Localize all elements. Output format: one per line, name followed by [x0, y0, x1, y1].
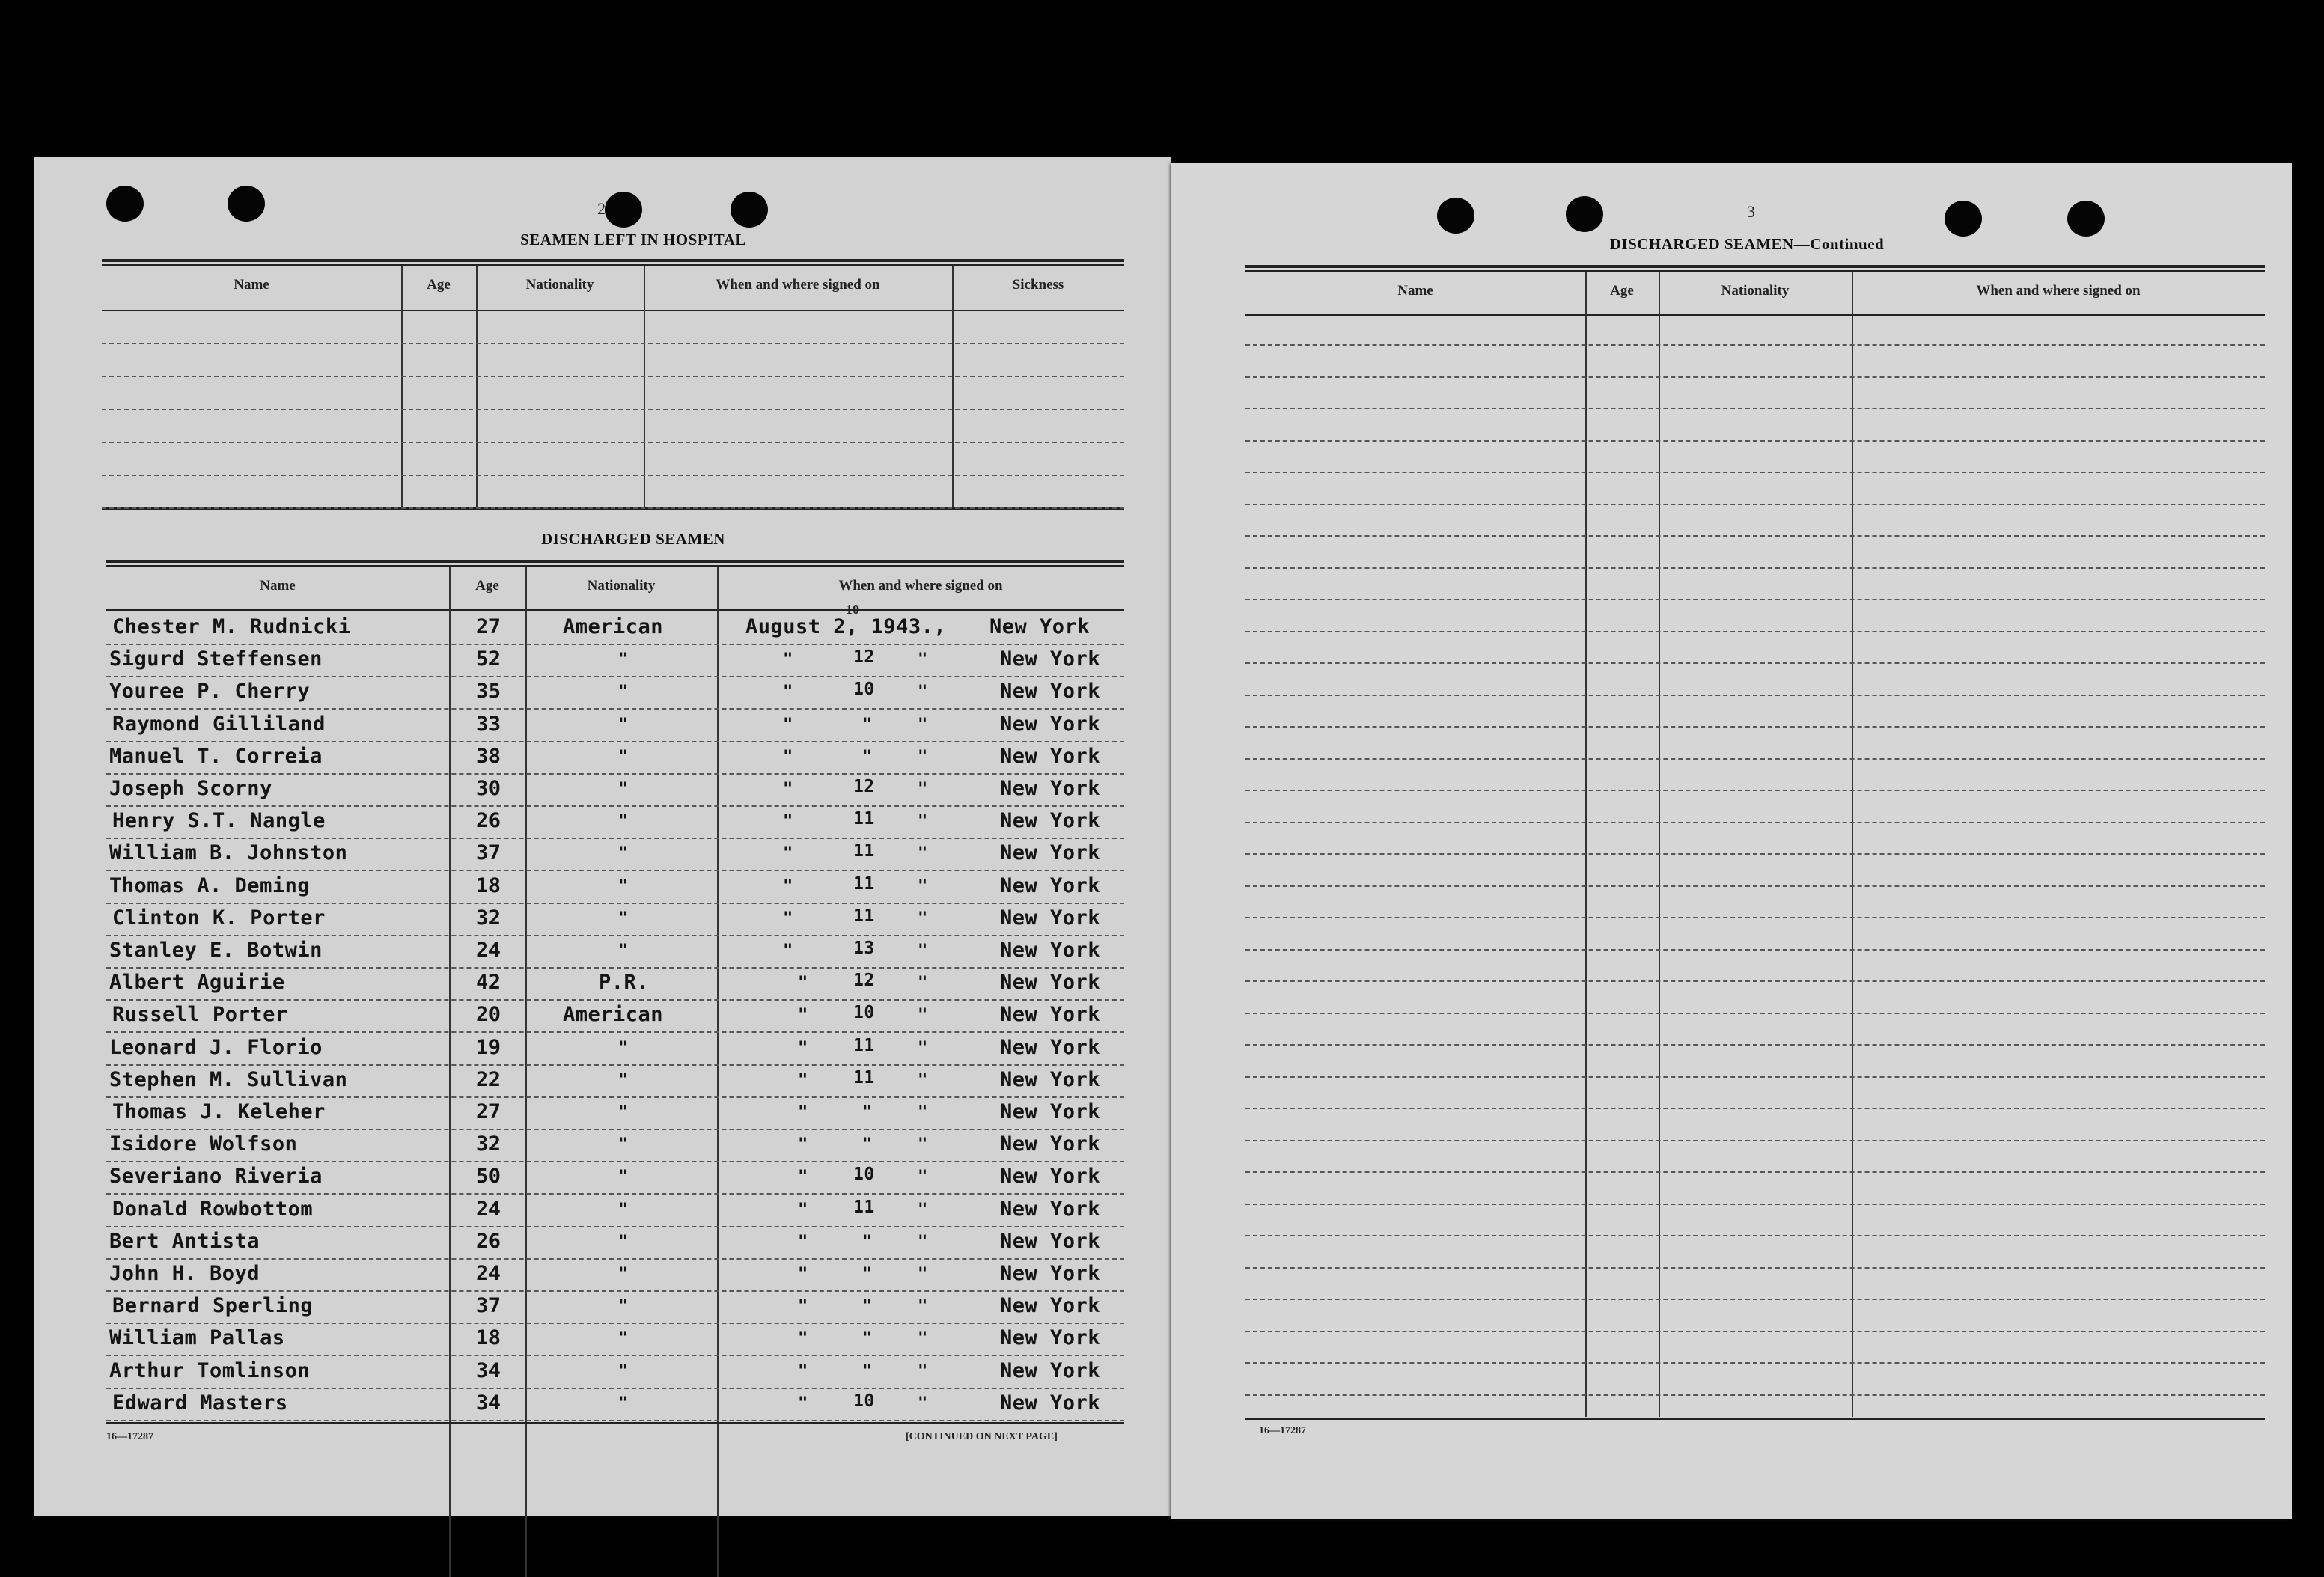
seaman-name: Youree P. Cherry: [109, 680, 311, 704]
signed-on-day: 11: [853, 841, 875, 861]
ruled-line: [106, 1258, 1124, 1260]
right-section-title: DISCHARGED SEAMEN—Continued: [1609, 235, 1885, 253]
seaman-age: 37: [476, 1294, 501, 1318]
ruled-line: [102, 442, 1124, 444]
ruled-line: [1245, 631, 2265, 633]
ditto-mark: ": [783, 683, 793, 702]
signed-on-place: New York: [1000, 777, 1101, 800]
ruled-line: [1245, 1013, 2265, 1015]
ditto-mark: ": [862, 1265, 873, 1284]
ditto-mark: ": [862, 715, 873, 734]
signed-on-day: 13: [853, 939, 875, 958]
ditto-mark: ": [783, 876, 793, 896]
ruled-line: [1245, 758, 2265, 760]
ruled-line: [106, 999, 1124, 1001]
ruled-line: [1245, 1204, 2265, 1206]
ruled-line: [1245, 853, 2265, 855]
seaman-age: 24: [476, 939, 501, 962]
ditto-mark: ": [798, 1329, 808, 1349]
ditto-mark: ": [798, 1394, 808, 1413]
ruled-line: [1245, 980, 2265, 983]
hospital-header-when-where: When and where signed on: [716, 277, 880, 293]
ruled-line: [1245, 662, 2265, 665]
right-header-nationality: Nationality: [1721, 283, 1790, 299]
signed-on-place: New York: [1000, 647, 1101, 671]
signed-on-place: New York: [1000, 680, 1101, 704]
seaman-age: 26: [476, 1229, 501, 1253]
ditto-mark: ": [918, 1135, 928, 1155]
ruled-line: [106, 870, 1124, 872]
seaman-age: 30: [476, 777, 501, 800]
signed-on-place: New York: [1000, 873, 1101, 897]
ditto-mark: ": [618, 780, 629, 799]
seaman-nationality: P.R.: [599, 971, 650, 995]
ditto-mark: ": [618, 1103, 629, 1122]
punch-hole: [605, 192, 642, 228]
ruled-line: [1245, 1394, 2265, 1397]
ditto-mark: ": [618, 844, 629, 864]
seaman-name: Joseph Scorny: [109, 777, 272, 800]
ruled-line: [1245, 1140, 2265, 1142]
ditto-mark: ": [618, 683, 629, 702]
ditto-mark: ": [862, 1232, 873, 1251]
ruled-line: [106, 741, 1124, 743]
seaman-name: Chester M. Rudnicki: [112, 615, 351, 638]
ditto-mark: ": [618, 715, 629, 734]
ditto-mark: ": [918, 909, 928, 928]
signed-on-day: 10: [853, 680, 875, 700]
ruled-line: [106, 1096, 1124, 1099]
ditto-mark: ": [918, 1297, 928, 1317]
seaman-age: 42: [476, 971, 501, 995]
ditto-mark: ": [798, 1103, 808, 1122]
ditto-mark: ": [862, 1297, 873, 1317]
ruled-line: [1245, 1267, 2265, 1269]
ruled-line: [1245, 1076, 2265, 1079]
seaman-name: Edward Masters: [112, 1391, 288, 1415]
ditto-mark: ": [618, 747, 629, 766]
ruled-line: [1245, 695, 2265, 697]
ruled-line: [106, 1226, 1124, 1228]
signed-on-day: 10: [853, 1165, 875, 1185]
discharged-section-title: DISCHARGED SEAMEN: [541, 530, 725, 548]
ditto-mark: ": [798, 1070, 808, 1090]
seaman-name: Bernard Sperling: [112, 1294, 314, 1318]
ditto-mark: ": [618, 1070, 629, 1090]
ruled-line: [1245, 885, 2265, 888]
ditto-mark: ": [783, 844, 793, 864]
seaman-name: Bert Antista: [109, 1229, 260, 1253]
signed-on-place: New York: [1000, 1100, 1101, 1123]
seaman-name: Isidore Wolfson: [109, 1132, 298, 1156]
signed-on-place: New York: [1000, 809, 1101, 833]
signed-on-place: New York: [1000, 1358, 1101, 1382]
signed-on-place: New York: [1000, 1294, 1101, 1318]
ruled-line: [106, 1193, 1124, 1195]
ruled-line: [106, 1161, 1124, 1163]
date-correction: 10: [846, 602, 859, 617]
ditto-mark: ": [783, 942, 793, 960]
seaman-age: 22: [476, 1067, 501, 1091]
seaman-age: 33: [476, 712, 501, 736]
ruled-line: [106, 838, 1124, 840]
ruled-line: [102, 409, 1124, 411]
signed-on-place: New York: [1000, 744, 1101, 768]
continued-note: [CONTINUED ON NEXT PAGE]: [906, 1431, 1058, 1442]
seaman-nationality: American: [563, 615, 664, 638]
ruled-line: [1245, 535, 2265, 537]
ditto-mark: ": [798, 974, 808, 993]
punch-hole: [1437, 198, 1474, 234]
ditto-mark: ": [783, 780, 793, 799]
ruled-line: [1245, 599, 2265, 601]
signed-on-place: New York: [1000, 1003, 1101, 1027]
seaman-name: Raymond Gilliland: [112, 712, 326, 736]
ruled-line: [1245, 440, 2265, 442]
seaman-name: Donald Rowbottom: [112, 1197, 314, 1221]
ruled-line: [106, 1290, 1124, 1293]
hospital-header-name: Name: [234, 277, 269, 293]
ruled-line: [106, 1388, 1124, 1390]
seaman-age: 37: [476, 841, 501, 865]
ditto-mark: ": [918, 1006, 928, 1025]
ditto-mark: ": [918, 715, 928, 734]
punch-hole: [106, 186, 144, 222]
seaman-name: Russell Porter: [112, 1003, 288, 1027]
seaman-age: 27: [476, 615, 501, 638]
ruled-line: [1245, 567, 2265, 570]
signed-on-day: 12: [853, 971, 875, 991]
right-page: [1171, 163, 2292, 1519]
ruled-line: [106, 935, 1124, 937]
seaman-age: 18: [476, 873, 501, 897]
page-number: 2: [597, 199, 606, 218]
hospital-header-sickness: Sickness: [1012, 277, 1064, 293]
ruled-line: [1245, 1044, 2265, 1046]
ditto-mark: ": [918, 1070, 928, 1090]
ruled-line: [1245, 917, 2265, 919]
signed-on-day: 12: [853, 777, 875, 796]
ditto-mark: ": [783, 715, 793, 734]
ditto-mark: ": [783, 909, 793, 928]
ruled-line: [1245, 504, 2265, 506]
ditto-mark: ": [918, 974, 928, 993]
ruled-line: [1245, 408, 2265, 410]
signed-on-day: 12: [853, 647, 875, 668]
seaman-age: 32: [476, 906, 501, 930]
ruled-line: [106, 644, 1124, 646]
ruled-line: [102, 343, 1124, 345]
ditto-mark: ": [918, 1394, 928, 1413]
seaman-age: 24: [476, 1197, 501, 1221]
ditto-mark: ": [798, 1297, 808, 1317]
seaman-name: Thomas J. Keleher: [112, 1100, 326, 1123]
hospital-section-title: SEAMEN LEFT IN HOSPITAL: [520, 231, 746, 248]
ruled-line: [1245, 1362, 2265, 1364]
ruled-line: [1245, 1299, 2265, 1301]
ditto-mark: ": [918, 1265, 928, 1284]
seaman-name: Leonard J. Florio: [109, 1035, 323, 1059]
seaman-age: 26: [476, 809, 501, 833]
seaman-age: 24: [476, 1262, 501, 1285]
signed-on-day: 11: [853, 906, 875, 926]
ruled-line: [1245, 790, 2265, 792]
seaman-nationality: American: [563, 1003, 664, 1027]
seaman-age: 34: [476, 1358, 501, 1382]
punch-hole: [731, 192, 768, 228]
ditto-mark: ": [618, 1200, 629, 1219]
ruled-line: [102, 475, 1124, 477]
ditto-mark: ": [798, 1265, 808, 1284]
ditto-mark: ": [918, 1200, 928, 1219]
ditto-mark: ": [918, 876, 928, 896]
ruled-line: [1245, 822, 2265, 824]
signed-on-place: New York: [1000, 971, 1101, 995]
form-number: 16—17287: [1259, 1425, 1306, 1436]
ruled-line: [106, 1129, 1124, 1131]
signed-on-place: New York: [1000, 1067, 1101, 1091]
signed-on-day: 11: [853, 809, 875, 829]
ruled-line: [1245, 376, 2265, 379]
ditto-mark: ": [918, 747, 928, 766]
ditto-mark: ": [918, 1103, 928, 1122]
signed-on-day: 11: [853, 1067, 875, 1088]
ruled-line: [1245, 949, 2265, 951]
seaman-name: Arthur Tomlinson: [109, 1358, 311, 1382]
ditto-mark: ": [618, 876, 629, 896]
ditto-mark: ": [618, 650, 629, 670]
right-header-when-where: When and where signed on: [1976, 283, 2141, 299]
ditto-mark: ": [783, 747, 793, 766]
ditto-mark: ": [618, 942, 629, 960]
seaman-name: Sigurd Steffensen: [109, 647, 323, 671]
seaman-age: 50: [476, 1165, 501, 1189]
ditto-mark: ": [618, 1232, 629, 1251]
ditto-mark: ": [618, 909, 629, 928]
ditto-mark: ": [618, 1297, 629, 1317]
ruled-line: [102, 376, 1124, 378]
discharged-header-when-where: When and where signed on: [838, 578, 1003, 594]
ditto-mark: ": [918, 683, 928, 702]
ditto-mark: ": [918, 942, 928, 960]
ditto-mark: ": [783, 812, 793, 832]
signed-on-place: New York: [1000, 1326, 1101, 1350]
seaman-name: Thomas A. Deming: [109, 873, 311, 897]
signed-on-date: August 2, 1943.,: [745, 615, 947, 638]
seaman-age: 38: [476, 744, 501, 768]
seaman-name: John H. Boyd: [109, 1262, 260, 1285]
left-page: [34, 157, 1171, 1516]
seaman-age: 27: [476, 1100, 501, 1123]
ditto-mark: ": [862, 747, 873, 766]
ruled-line: [102, 507, 1124, 510]
seaman-age: 19: [476, 1035, 501, 1059]
seaman-age: 34: [476, 1391, 501, 1415]
seaman-age: 32: [476, 1132, 501, 1156]
ditto-mark: ": [798, 1361, 808, 1381]
signed-on-place: New York: [1000, 1229, 1101, 1253]
signed-on-day: 11: [853, 873, 875, 894]
ditto-mark: ": [618, 1329, 629, 1349]
seaman-name: Stephen M. Sullivan: [109, 1067, 348, 1091]
ditto-mark: ": [862, 1361, 873, 1381]
punch-hole: [228, 186, 265, 222]
ruled-line: [1245, 1331, 2265, 1333]
signed-on-place: New York: [989, 615, 1091, 638]
punch-hole: [2067, 201, 2105, 237]
discharged-header-nationality: Nationality: [587, 578, 656, 594]
hospital-header-nationality: Nationality: [525, 277, 594, 293]
discharged-header-name: Name: [260, 578, 296, 594]
signed-on-place: New York: [1000, 841, 1101, 865]
ruled-line: [1245, 726, 2265, 728]
signed-on-day: 11: [853, 1035, 875, 1055]
seaman-name: Henry S.T. Nangle: [112, 809, 326, 833]
ruled-line: [106, 1323, 1124, 1325]
ditto-mark: ": [618, 812, 629, 832]
seaman-name: Clinton K. Porter: [112, 906, 326, 930]
ditto-mark: ": [618, 1038, 629, 1058]
ruled-line: [106, 1031, 1124, 1034]
signed-on-place: New York: [1000, 1197, 1101, 1221]
ditto-mark: ": [918, 844, 928, 864]
ruled-line: [1245, 1235, 2265, 1237]
ditto-mark: ": [798, 1038, 808, 1058]
ditto-mark: ": [918, 650, 928, 670]
ditto-mark: ": [918, 1361, 928, 1381]
signed-on-place: New York: [1000, 1035, 1101, 1059]
ditto-mark: ": [918, 780, 928, 799]
ditto-mark: ": [918, 1168, 928, 1187]
ruled-line: [106, 805, 1124, 808]
seaman-name: Stanley E. Botwin: [109, 939, 323, 962]
ruled-line: [106, 1355, 1124, 1357]
ditto-mark: ": [918, 1329, 928, 1349]
signed-on-place: New York: [1000, 906, 1101, 930]
ruled-line: [1245, 1108, 2265, 1110]
ditto-mark: ": [918, 812, 928, 832]
ruled-line: [106, 903, 1124, 905]
signed-on-day: 10: [853, 1003, 875, 1023]
ditto-mark: ": [618, 1394, 629, 1413]
ditto-mark: ": [798, 1168, 808, 1187]
ruled-line: [106, 1064, 1124, 1067]
signed-on-day: 11: [853, 1197, 875, 1217]
seaman-name: William Pallas: [109, 1326, 285, 1350]
ditto-mark: ": [618, 1265, 629, 1284]
ditto-mark: ": [918, 1232, 928, 1251]
signed-on-place: New York: [1000, 1262, 1101, 1285]
form-number: 16—17287: [106, 1431, 153, 1442]
ditto-mark: ": [798, 1135, 808, 1155]
signed-on-place: New York: [1000, 1132, 1101, 1156]
ruled-line: [1245, 344, 2265, 347]
signed-on-place: New York: [1000, 712, 1101, 736]
punch-hole: [1945, 201, 1982, 237]
signed-on-place: New York: [1000, 939, 1101, 962]
ditto-mark: ": [918, 1038, 928, 1058]
ditto-mark: ": [862, 1329, 873, 1349]
seaman-name: Albert Aguirie: [109, 971, 285, 995]
punch-hole: [1566, 196, 1603, 232]
ruled-line: [106, 676, 1124, 678]
ditto-mark: ": [798, 1232, 808, 1251]
ruled-line: [106, 708, 1124, 710]
signed-on-day: 10: [853, 1391, 875, 1411]
ruled-line: [106, 773, 1124, 775]
discharged-header-age: Age: [475, 578, 499, 594]
seaman-name: Manuel T. Correia: [109, 744, 323, 768]
right-header-age: Age: [1610, 283, 1634, 299]
ruled-line: [1245, 472, 2265, 474]
ditto-mark: ": [618, 1135, 629, 1155]
seaman-name: Severiano Riveria: [109, 1165, 323, 1189]
ditto-mark: ": [798, 1006, 808, 1025]
seaman-age: 20: [476, 1003, 501, 1027]
seaman-age: 52: [476, 647, 501, 671]
signed-on-place: New York: [1000, 1165, 1101, 1189]
ditto-mark: ": [862, 1103, 873, 1122]
seaman-name: William B. Johnston: [109, 841, 348, 865]
ditto-mark: ": [862, 1135, 873, 1155]
ditto-mark: ": [798, 1200, 808, 1219]
hospital-header-age: Age: [427, 277, 451, 293]
right-header-name: Name: [1397, 283, 1433, 299]
ruled-line: [106, 967, 1124, 969]
ruled-line: [1245, 1171, 2265, 1174]
ditto-mark: ": [618, 1168, 629, 1187]
signed-on-place: New York: [1000, 1391, 1101, 1415]
ditto-mark: ": [618, 1361, 629, 1381]
seaman-age: 18: [476, 1326, 501, 1350]
seaman-age: 35: [476, 680, 501, 704]
ditto-mark: ": [783, 650, 793, 670]
page-number: 3: [1747, 202, 1755, 221]
